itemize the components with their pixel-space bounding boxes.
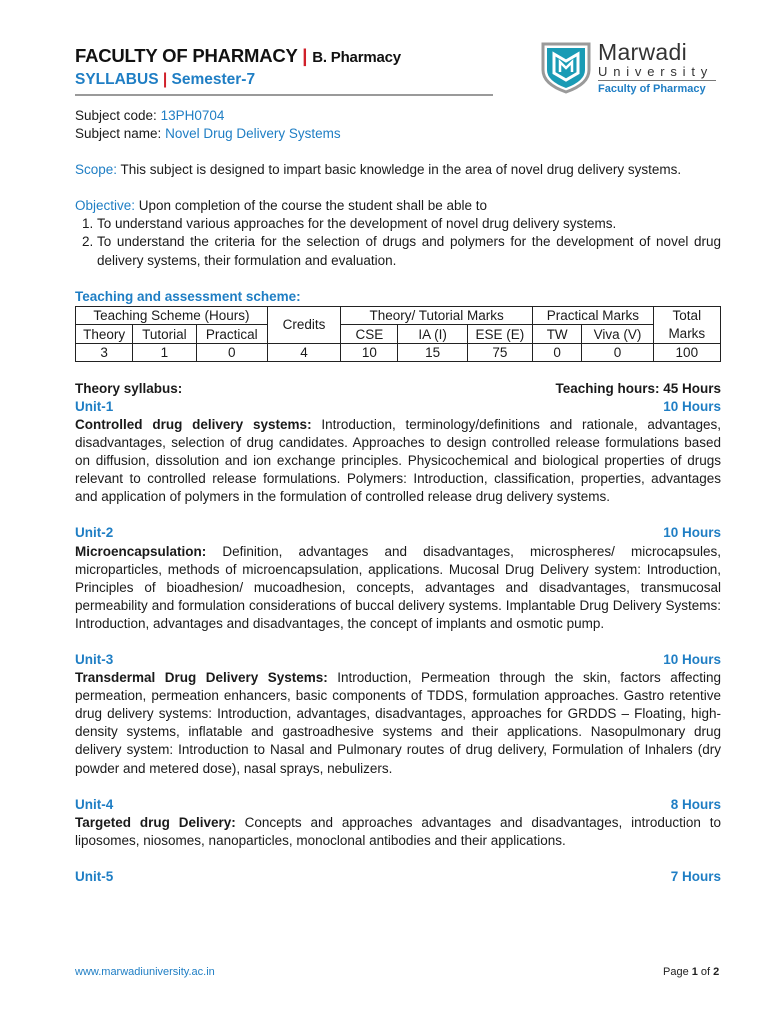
document-header (75, 44, 493, 90)
title-separator: | (162, 71, 168, 88)
subject-code: Subject code: 13PH0704 (75, 108, 225, 123)
unit-header (75, 524, 721, 542)
header-divider (75, 94, 493, 96)
theory-syllabus-label: Theory syllabus: (75, 380, 183, 396)
scope-text: This subject is designed to impart basic knowledge in the area of novel drug delivery systems. (120, 162, 682, 178)
syllabus-title (75, 70, 493, 90)
subject-code-value: 13PH0704 (160, 108, 225, 123)
logo-divider (598, 80, 716, 81)
objective-label: Objective: (75, 198, 136, 214)
subject-name-value: Novel Drug Delivery Systems (165, 126, 341, 142)
unit-section (75, 651, 721, 778)
unit-hours: 7 Hours (670, 868, 721, 884)
unit-description: Microencapsulation: Definition, advantages and disadvantages, microspheres/ microcapsules, microparticles, methods of microencapsulation, applications. Mucosal Drug Delivery system: Introduction, Principles of bioadhesion/ mucoadhesion, concepts, advantages and disadvantages, transmucosal permeability and formulation considerations of buccal delivery systems. Implantable Drug Delivery Systems: Introduction, advantages and disadvantages, the concept of implants and osmotic pump. (75, 543, 721, 631)
unit-header (75, 651, 721, 669)
semester-label: Semester-7 (171, 71, 256, 88)
unit-hours: 8 Hours (670, 796, 721, 812)
subheader-tutorial: Tutorial (133, 325, 196, 344)
subheader-theory: Theory (76, 325, 133, 344)
title-separator: | (302, 45, 308, 66)
unit-description: Controlled drug delivery systems: Introduction, terminology/definitions and rationale, advantages, disadvantages, selection of drug candidates. Approaches to design controlled release formulations based on diffusion, dissolution and ion exchange principles. Physicochemical and biological properties of drugs relevant to controlled release formulations. Polymers: Introduction, classification, properties, advantages and application of polymers in the formulation of controlled release drug delivery systems. (75, 416, 721, 505)
objective-item: 1. To understand various approaches for the development of novel drug delivery systems. (97, 215, 721, 233)
website-link[interactable]: www.marwadiuniversity.ac.in (75, 966, 215, 978)
unit-description: Targeted drug Delivery: Concepts and approaches advantages and disadvantages, introduction to liposomes, niosomes, nanoparticles, monoclonal antibodies and their applications. (75, 814, 721, 848)
unit-section (75, 398, 721, 507)
unit-label: Unit-2 (75, 525, 114, 541)
table-row: 3 1 0 4 10 15 75 0 0 100 (76, 343, 721, 361)
unit-section (75, 796, 721, 850)
objective-text: Upon completion of the course the student shall be able to (138, 198, 488, 214)
subheader-tw: TW (533, 325, 582, 344)
subject-name: Subject name: Novel Drug Delivery Systems (75, 126, 341, 142)
unit-label: Unit-4 (75, 796, 114, 812)
unit-header (75, 398, 721, 416)
header-teaching-scheme: Teaching Scheme (Hours) (76, 306, 268, 325)
objective-item: 2. To understand the criteria for the selection of drugs and polymers for the development of novel drug delivery systems, their formulation and evaluation. (97, 233, 721, 269)
faculty-name: FACULTY OF PHARMACY (75, 45, 298, 66)
logo-faculty: Faculty of Pharmacy (598, 83, 706, 95)
unit-title: Targeted drug Delivery: (75, 814, 236, 830)
subheader-viva: Viva (V) (582, 325, 653, 344)
logo-university: University (598, 64, 714, 79)
objective-list (75, 215, 721, 269)
unit-label: Unit-1 (75, 398, 114, 414)
logo-name: Marwadi (598, 39, 688, 65)
faculty-title (75, 44, 493, 70)
subheader-ia: IA (I) (398, 325, 467, 344)
unit-section (75, 868, 721, 886)
page-number: Page 1 of 2 (663, 966, 720, 978)
objective-paragraph (75, 197, 721, 215)
subheader-practical: Practical (196, 325, 267, 344)
unit-description: Transdermal Drug Delivery Systems: Introduction, Permeation through the skin, factors affecting permeation, permeation enhancers, basic components of TDDS, formulation approaches. Gastro retentive drug delivery systems: Introduction, advantages, disadvantages, approaches for GRDDS – Floating, high-density systems, inflatable and gastroadhesive systems and their applications. Nasopulmonary drug delivery system: Introduction to Nasal and Pulmonary routes of drug delivery, Formulation of Inhalers (dry powder and metered dose), nasal sprays, nebulizers. (75, 670, 721, 776)
syllabus-header (75, 380, 721, 398)
header-practical-marks: Practical Marks (533, 306, 654, 325)
subheader-ese: ESE (E) (467, 325, 532, 344)
header-total-marks: Total Marks (653, 306, 720, 343)
subheader-cse: CSE (341, 325, 398, 344)
header-theory-marks: Theory/ Tutorial Marks (341, 306, 533, 325)
unit-section (75, 524, 721, 633)
unit-title: Microencapsulation: (75, 543, 207, 559)
syllabus-label: SYLLABUS (75, 71, 159, 88)
unit-label: Unit-5 (75, 868, 114, 884)
unit-label: Unit-3 (75, 651, 114, 667)
teaching-hours: Teaching hours: 45 Hours (555, 380, 721, 396)
unit-header (75, 868, 721, 886)
unit-header (75, 796, 721, 814)
scope-label: Scope: (75, 162, 118, 178)
shield-logo-icon (540, 40, 592, 94)
scope-paragraph (75, 161, 721, 179)
scheme-title: Teaching and assessment scheme: (75, 288, 301, 304)
unit-title: Controlled drug delivery systems: (75, 416, 312, 432)
program-name: B. Pharmacy (312, 49, 401, 66)
unit-hours: 10 Hours (663, 525, 721, 541)
unit-hours: 10 Hours (663, 651, 721, 667)
unit-hours: 10 Hours (663, 398, 721, 414)
header-credits: Credits (267, 306, 340, 343)
university-logo (540, 40, 740, 96)
assessment-scheme-table (75, 306, 721, 362)
document-body (75, 107, 721, 886)
unit-title: Transdermal Drug Delivery Systems: (75, 670, 328, 686)
